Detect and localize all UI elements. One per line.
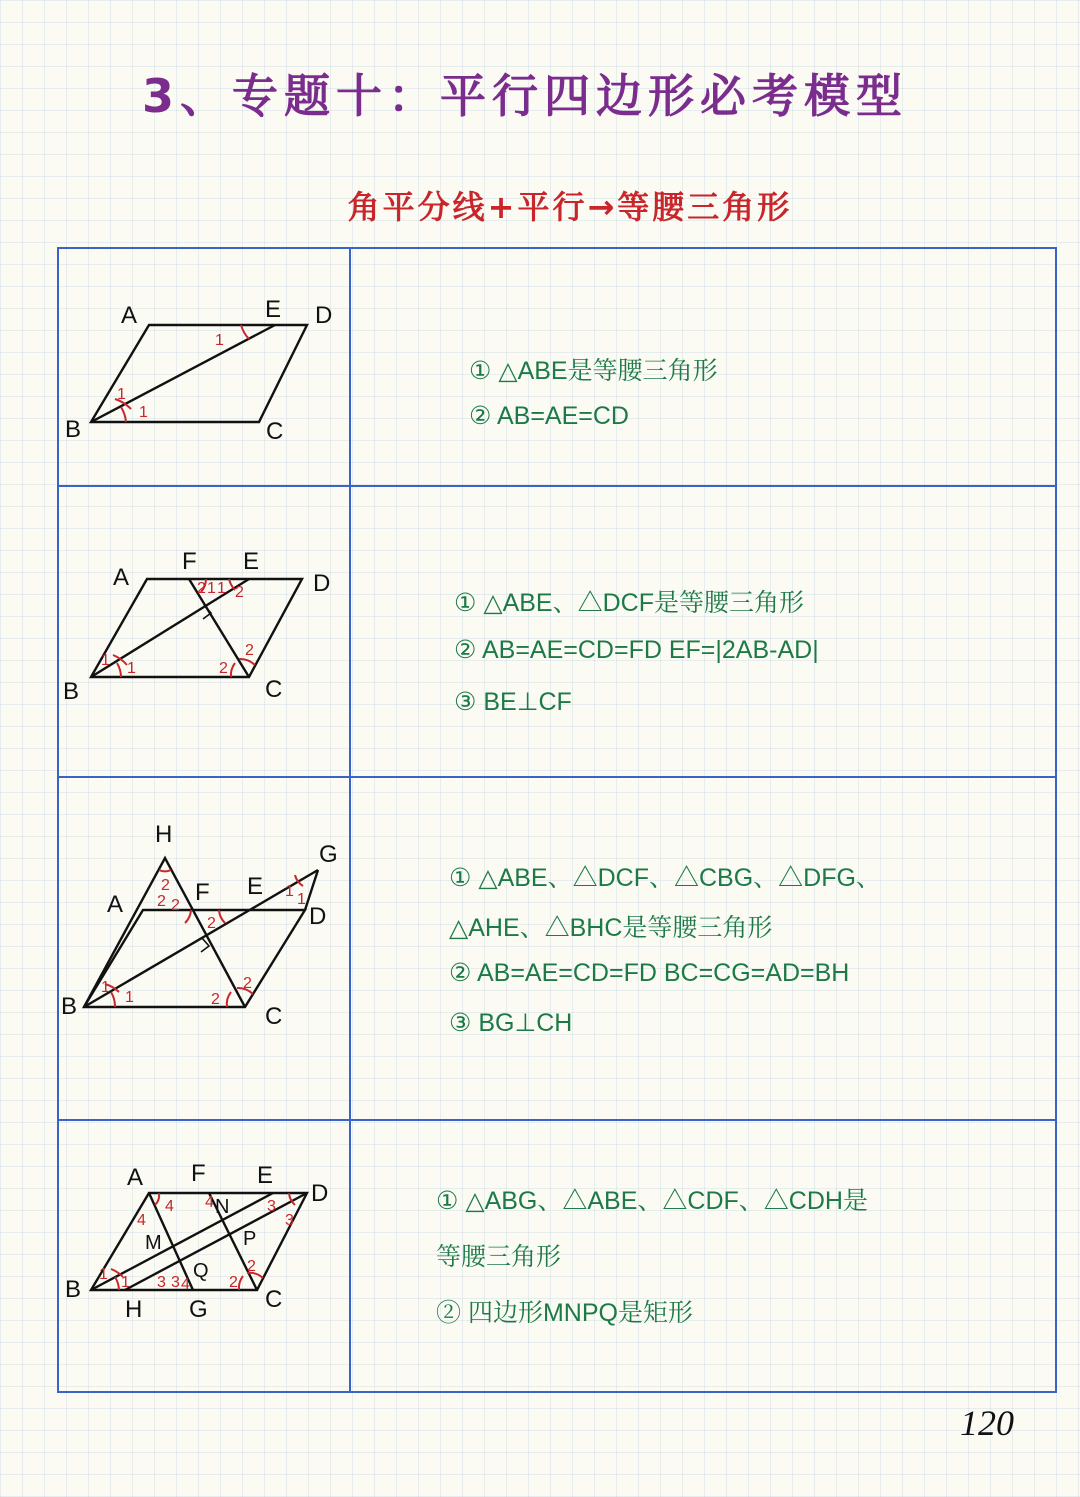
table-row [59, 249, 1055, 485]
point-label-E: E [265, 296, 282, 323]
point-label-F: F [182, 548, 197, 575]
point-label-D: D [309, 903, 327, 930]
angle-mark: 1 [101, 652, 110, 669]
conclusion-line: ② 四边形MNPQ是矩形 [436, 1299, 693, 1327]
point-label-E: E [247, 873, 264, 900]
point-label-A: A [127, 1164, 144, 1191]
conclusion-line: ③ BE⊥CF [454, 688, 572, 716]
point-label-H: H [155, 821, 173, 848]
figure-extended-bisectors [59, 778, 349, 1119]
point-label-B: B [61, 993, 78, 1020]
angle-mark: 1 [217, 580, 226, 597]
angle-mark: 2 [161, 877, 170, 894]
conclusion-block [351, 249, 1055, 485]
conclusion-line: ① △ABE、△DCF、△CBG、△DFG、 [449, 864, 881, 892]
point-label-G: G [189, 1296, 208, 1323]
conclusion-block [351, 1121, 1055, 1393]
point-label-M: M [145, 1232, 162, 1254]
point-label-B: B [63, 678, 80, 705]
point-label-P: P [243, 1228, 257, 1250]
angle-mark: 3 [171, 1274, 180, 1291]
point-label-F: F [191, 1160, 206, 1187]
conclusion-line: ③ BG⊥CH [449, 1009, 573, 1037]
angle-mark: 2 [219, 660, 228, 677]
point-label-N: N [215, 1196, 230, 1218]
point-label-B: B [65, 1276, 82, 1303]
angle-mark: 1 [125, 989, 134, 1006]
point-label-C: C [266, 418, 284, 445]
figure-four-bisectors-rectangle [59, 1121, 349, 1393]
angle-mark: 2 [235, 584, 244, 601]
section-subtitle: 角平分线+平行→等腰三角形 [347, 188, 793, 226]
angle-mark: 1 [215, 332, 224, 349]
conclusion-line: ② AB=AE=CD=FD EF=|2AB-AD| [454, 636, 819, 664]
angle-mark: 2 [197, 580, 206, 597]
angle-mark: 3 [285, 1212, 294, 1229]
point-label-B: B [65, 416, 82, 443]
angle-mark: 1 [285, 883, 294, 900]
conclusion-block [351, 487, 1055, 776]
point-label-C: C [265, 1003, 283, 1030]
angle-mark: 2 [247, 1258, 256, 1275]
angle-mark: 2 [245, 642, 254, 659]
angle-mark: 3 [157, 1274, 166, 1291]
point-label-A: A [121, 302, 138, 329]
angle-mark: 2 [211, 991, 220, 1008]
angle-mark: 4 [205, 1194, 214, 1211]
conclusion-line: ② AB=AE=CD=FD BC=CG=AD=BH [449, 959, 850, 987]
point-label-F: F [195, 879, 210, 906]
model-table [57, 247, 1057, 1393]
angle-mark: 1 [139, 404, 148, 421]
angle-mark: 1 [127, 660, 136, 677]
angle-mark: 1 [297, 891, 306, 908]
angle-mark: 3 [267, 1198, 276, 1215]
angle-mark: 4 [137, 1212, 146, 1229]
angle-mark: 2 [171, 897, 180, 914]
angle-mark: 1 [101, 979, 110, 996]
angle-mark: 4 [181, 1276, 190, 1293]
point-label-A: A [113, 564, 130, 591]
point-label-E: E [257, 1162, 274, 1189]
angle-mark: 2 [229, 1274, 238, 1291]
conclusion-line: ① △ABE、△DCF是等腰三角形 [454, 589, 804, 617]
angle-mark: 1 [99, 1266, 108, 1283]
conclusion-line: ① △ABE是等腰三角形 [469, 357, 718, 385]
angle-mark: 4 [165, 1198, 174, 1215]
angle-mark: 1 [117, 386, 126, 403]
angle-mark: 2 [243, 975, 252, 992]
angle-mark: 2 [157, 893, 166, 910]
point-label-D: D [311, 1180, 329, 1207]
conclusion-line: △AHE、△BHC是等腰三角形 [449, 914, 773, 942]
point-label-D: D [315, 302, 333, 329]
page-number: 120 [960, 1403, 1014, 1443]
conclusion-line: 等腰三角形 [436, 1243, 562, 1271]
point-label-C: C [265, 676, 283, 703]
point-label-A: A [107, 891, 124, 918]
point-label-Q: Q [193, 1260, 209, 1282]
table-row [59, 778, 1055, 1119]
conclusion-line: ① △ABG、△ABE、△CDF、△CDH是 [436, 1187, 868, 1215]
point-label-E: E [243, 548, 260, 575]
point-label-D: D [313, 570, 331, 597]
figure-parallelogram-bisector [59, 249, 349, 485]
point-label-C: C [265, 1286, 283, 1313]
page-title: 3、专题十：平行四边形必考模型 [141, 69, 908, 123]
table-row [59, 1121, 1055, 1393]
angle-mark: 1 [207, 580, 216, 597]
table-row [59, 487, 1055, 776]
figure-two-bisectors [59, 487, 349, 776]
conclusion-block [351, 778, 1055, 1119]
angle-mark: 1 [121, 1274, 130, 1291]
conclusion-line: ② AB=AE=CD [469, 402, 629, 430]
point-label-H: H [125, 1296, 143, 1323]
angle-mark: 2 [207, 915, 216, 932]
point-label-G: G [319, 841, 338, 868]
